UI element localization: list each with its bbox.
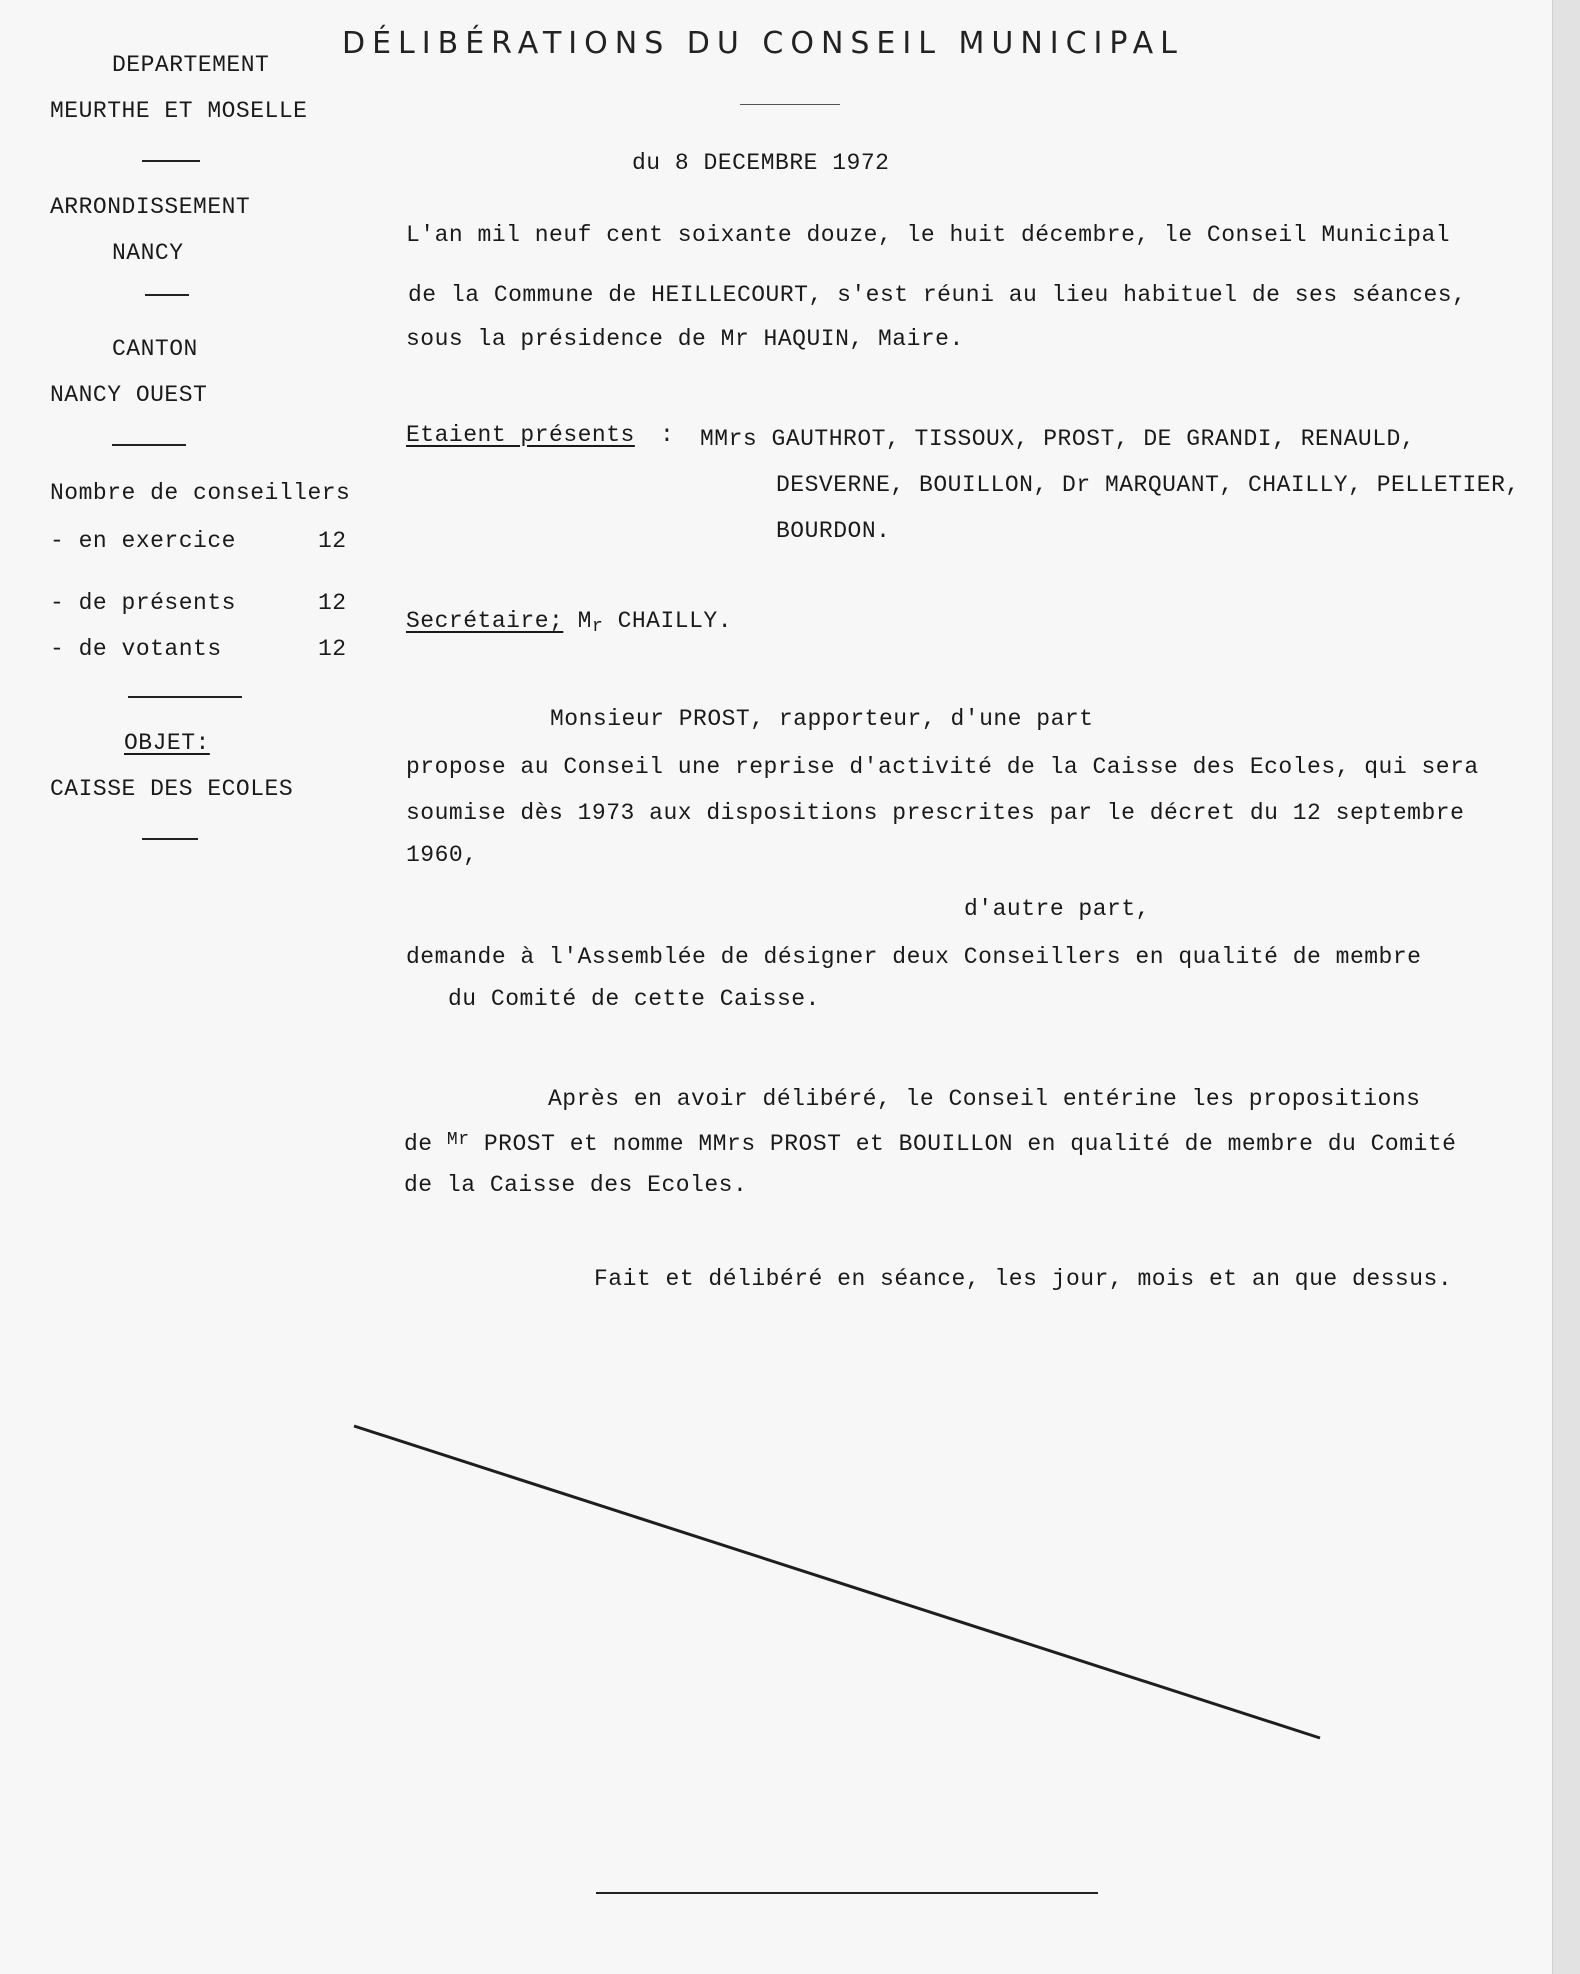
paragraph-line: propose au Conseil une reprise d'activité de la Caisse des Ecoles, qui sera — [406, 754, 1479, 780]
departement-value: MEURTHE ET MOSELLE — [50, 98, 308, 124]
presents-line: BOURDON. — [776, 518, 891, 544]
paragraph-line: de la Caisse des Ecoles. — [404, 1172, 748, 1198]
count-label: - de votants — [50, 636, 222, 662]
paragraph-line: soumise dès 1973 aux dispositions prescrites par le décret du 12 septembre — [406, 800, 1465, 826]
arrondissement-label: ARRONDISSEMENT — [50, 194, 251, 220]
paragraph-line: de $^{Mr}$ PROST et nomme MMrs PROST et BOUILLON en qualité de membre du Comité — [404, 1130, 1457, 1157]
paragraph-line: d'autre part, — [964, 896, 1150, 922]
secretaire-title: $M_r$ — [577, 608, 604, 637]
meeting-date: du 8 DECEMBRE 1972 — [632, 150, 890, 176]
departement-label: DEPARTEMENT — [112, 52, 270, 78]
objet-value: CAISSE DES ECOLES — [50, 776, 294, 802]
count-value: 12 — [318, 590, 347, 616]
arrondissement-value: NANCY — [112, 240, 184, 266]
presents-label: Etaient présents — [406, 422, 635, 448]
objet-label: OBJET: — [124, 730, 210, 756]
count-value: 12 — [318, 636, 347, 662]
paragraph-line: demande à l'Assemblée de désigner deux Conseillers en qualité de membre — [406, 944, 1422, 970]
secretaire-label: Secrétaire; — [406, 608, 564, 634]
nombre-conseillers-label: Nombre de conseillers — [50, 480, 351, 506]
presents-line: DESVERNE, BOUILLON, Dr MARQUANT, CHAILLY, PELLETIER, — [776, 472, 1520, 498]
count-label: - de présents — [50, 590, 236, 616]
count-value: 12 — [318, 528, 347, 554]
signature-line — [596, 1892, 1098, 1894]
page-edge — [1552, 0, 1580, 1974]
paragraph-line: du Comité de cette Caisse. — [448, 986, 820, 1012]
paragraph-line: 1960, — [406, 842, 478, 868]
canton-label: CANTON — [112, 336, 198, 362]
presents-line: MMrs GAUTHROT, TISSOUX, PROST, DE GRANDI, RENAULD, — [700, 426, 1416, 452]
intro-line: L'an mil neuf cent soixante douze, le huit décembre, le Conseil Municipal — [406, 222, 1451, 248]
intro-line: de la Commune de HEILLECOURT, s'est réuni au lieu habituel de ses séances, — [408, 282, 1467, 308]
secretaire-name: CHAILLY. — [617, 608, 732, 634]
intro-line: sous la présidence de Mr HAQUIN, Maire. — [406, 326, 964, 352]
paragraph-line: Monsieur PROST, rapporteur, d'une part — [550, 706, 1094, 732]
canton-value: NANCY OUEST — [50, 382, 208, 408]
document-title: DÉLIBÉRATIONS DU CONSEIL MUNICIPAL — [342, 26, 1184, 61]
count-label: - en exercice — [50, 528, 236, 554]
presents-colon: : — [660, 422, 675, 448]
paragraph-line: Après en avoir délibéré, le Conseil entérine les propositions — [548, 1086, 1421, 1112]
closing-line: Fait et délibéré en séance, les jour, mois et an que dessus. — [594, 1266, 1453, 1292]
